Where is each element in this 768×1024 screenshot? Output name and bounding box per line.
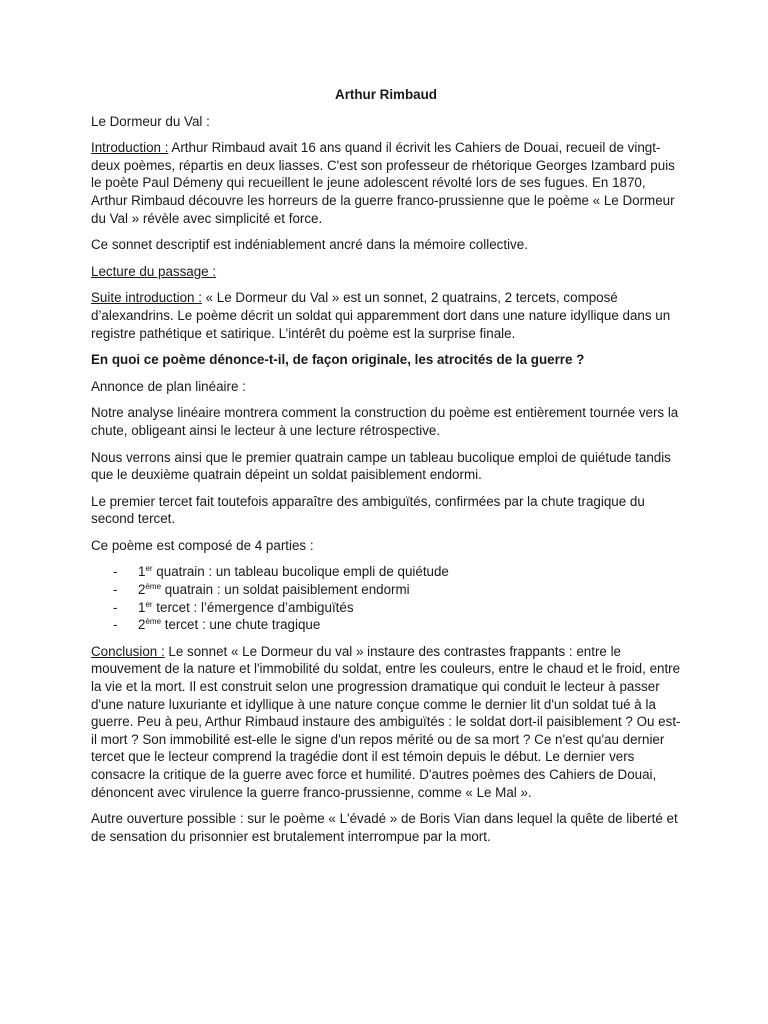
list-item — [91, 599, 681, 617]
parties-list — [91, 563, 681, 633]
sonnet-paragraph: Ce sonnet descriptif est indéniablement ancré dans la mémoire collective. — [91, 237, 528, 253]
ordinal-number: 1 — [138, 564, 146, 580]
list-item — [91, 581, 681, 599]
ordinal-number: 2 — [138, 617, 146, 633]
ouverture-paragraph: Autre ouverture possible : sur le poème « L'évadé » de Boris Vian dans lequel la quête de liberté et de sensation du prisonnier est brutalement interrompue par la mort. — [91, 811, 678, 844]
ordinal-suffix: ème — [145, 582, 162, 592]
ordinal-number: 1 — [138, 599, 146, 615]
list-item-text: tercet : une chute tragique — [161, 617, 321, 633]
document-title: Arthur Rimbaud — [335, 87, 437, 102]
ordinal-suffix: er — [145, 599, 153, 609]
introduction-label: Introduction : — [91, 140, 169, 156]
list-dash: - — [113, 599, 118, 615]
conclusion-text: Le sonnet « Le Dormeur du val » instaure des contrastes frappants : entre le mouvement de la nature et l'immobilité du soldat, entre les couleurs, entre le chaud et le froid, entre la vie et la mort. Il est construit selon une progression dramatique qui conduit le lecteur à passer d'une nature luxuriante et idyllique à une nature conçue comme le dernier lit d'un soldat tué à la guerre. Peu à peu, Arthur Rimbaud instaure des ambiguïtés : le soldat dort-il paisiblement ? Ou est-il mort ? Son immobilité est-elle le signe d'un repos mérité ou de sa mort ? Ce n'est qu'au dernier tercet que le lecteur comprend la tragédie dont il est témoin depuis le début. Le dernier vers consacre la critique de la guerre avec force et humilité. D'autres poèmes des Cahiers de Douai, dénoncent avec virulence la guerre franco-prussienne, comme « Le Mal ». — [91, 643, 681, 800]
introduction-text: Arthur Rimbaud avait 16 ans quand il écrivit les Cahiers de Douai, recueil de vingt-deux poèmes, répartis en deux liasses. C'est son professeur de rhétorique Georges Izambard puis le poète Paul Démeny qui recueillent le jeune adolescent révolté lors de ses fugues. En 1870, Arthur Rimbaud découvre les horreurs de la guerre franco-prussienne que le poème « Le Dormeur du Val » révèle avec simplicité et force. — [91, 140, 675, 226]
list-dash: - — [113, 564, 118, 580]
lecture-label: Lecture du passage : — [91, 263, 217, 279]
suite-introduction-label: Suite introduction : — [91, 290, 202, 306]
ordinal-suffix: ème — [145, 617, 162, 627]
document-page — [91, 86, 681, 854]
ordinal-suffix: er — [145, 564, 153, 574]
analyse-paragraph-3: Le premier tercet fait toutefois apparaître des ambiguïtés, confirmées par la chute tragique du second tercet. — [91, 493, 645, 527]
conclusion-label: Conclusion : — [91, 643, 165, 659]
list-item-text: tercet : l’émergence d’ambiguïtés — [152, 599, 354, 615]
problematique: En quoi ce poème dénonce-t-il, de façon originale, les atrocités de la guerre ? — [91, 352, 585, 368]
suite-introduction-paragraph — [91, 289, 681, 342]
list-item-text: quatrain : un tableau bucolique empli de quiétude — [152, 564, 449, 580]
suite-introduction-text: « Le Dormeur du Val » est un sonnet, 2 quatrains, 2 tercets, composé d’alexandrins. Le poème décrit un soldat qui apparemment dort dans une nature idyllique dans un registre pathétique et satirique. L’intérêt du poème est la surprise finale. — [91, 290, 671, 341]
analyse-paragraph-2: Nous verrons ainsi que le premier quatrain campe un tableau bucolique emploi de quiétude tandis que le deuxième quatrain dépeint un soldat paisiblement endormi. — [91, 449, 671, 483]
conclusion-paragraph — [91, 643, 681, 801]
annonce-plan: Annonce de plan linéaire : — [91, 378, 246, 394]
lecture-heading — [91, 263, 681, 281]
introduction-paragraph — [91, 139, 681, 227]
poem-subtitle: Le Dormeur du Val : — [91, 113, 210, 129]
list-dash: - — [113, 617, 118, 633]
list-item — [91, 563, 681, 581]
parties-intro: Ce poème est composé de 4 parties : — [91, 537, 314, 553]
list-dash: - — [113, 582, 118, 598]
list-item-text: quatrain : un soldat paisiblement endormi — [161, 582, 410, 598]
list-item — [91, 616, 681, 634]
ordinal-number: 2 — [138, 582, 146, 598]
analyse-paragraph-1: Notre analyse linéaire montrera comment la construction du poème est entièrement tournée vers la chute, obligeant ainsi le lecteur à une lecture rétrospective. — [91, 405, 679, 438]
